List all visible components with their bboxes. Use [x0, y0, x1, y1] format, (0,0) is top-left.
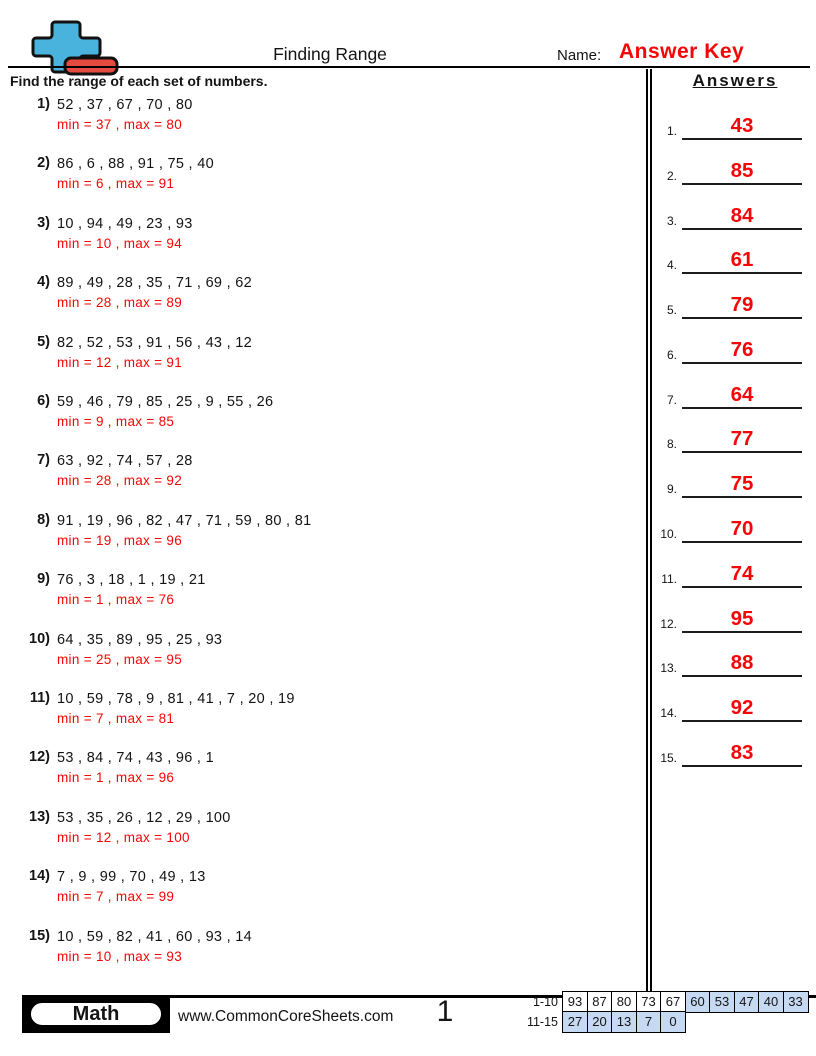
answer-row [655, 419, 813, 453]
question-number: 14) [29, 868, 50, 885]
question-number: 13) [29, 808, 50, 825]
question-row [18, 571, 618, 608]
header-rule [8, 66, 810, 68]
question-number: 4) [37, 274, 50, 291]
question-row [18, 155, 618, 192]
question-numbers: 53 , 84 , 74 , 43 , 96 , 1 [57, 750, 214, 767]
score-cell: 80 [611, 991, 637, 1013]
answer-line [682, 138, 802, 140]
answer-number: 8. [666, 437, 677, 452]
answer-value: 74 [730, 561, 754, 585]
answer-number: 2. [666, 168, 677, 183]
question-row [18, 928, 618, 965]
score-cell: 87 [587, 991, 613, 1013]
question-row [18, 334, 618, 371]
score-row-label: 11-15 [526, 1014, 558, 1029]
page-title: Finding Range [273, 44, 387, 64]
answer-number: 14. [660, 706, 677, 721]
answer-line [682, 228, 802, 230]
question-number: 5) [37, 333, 50, 350]
question-numbers: 89 , 49 , 28 , 35 , 71 , 69 , 62 [57, 275, 253, 292]
answer-value: 84 [730, 203, 754, 227]
answer-line [682, 720, 802, 722]
answer-number: 12. [660, 616, 677, 631]
score-row [516, 991, 809, 1013]
answer-row [655, 151, 813, 185]
answer-row [655, 240, 813, 274]
question-numbers: 64 , 35 , 89 , 95 , 25 , 93 [57, 631, 223, 648]
question-minmax: min = 25 , max = 95 [57, 651, 183, 667]
answer-number: 15. [660, 750, 677, 765]
question-numbers: 52 , 37 , 67 , 70 , 80 [57, 97, 193, 113]
answer-number: 7. [666, 392, 677, 407]
question-numbers: 63 , 92 , 74 , 57 , 28 [57, 453, 193, 470]
score-cell: 53 [709, 991, 735, 1013]
score-row-label: 1-10 [532, 994, 558, 1009]
answer-value: 83 [730, 740, 754, 764]
score-cell: 7 [636, 1011, 662, 1033]
answers-divider [646, 69, 652, 992]
answer-row [655, 643, 813, 677]
score-cell: 27 [562, 1011, 588, 1033]
answer-row [655, 688, 813, 722]
score-cell: 40 [758, 991, 784, 1013]
math-badge-label: Math [28, 1000, 164, 1028]
question-numbers: 82 , 52 , 53 , 91 , 56 , 43 , 12 [57, 334, 253, 351]
score-cell: 0 [660, 1011, 686, 1033]
question-numbers: 10 , 94 , 49 , 23 , 93 [57, 215, 193, 232]
answer-line [682, 586, 802, 588]
question-row [18, 690, 618, 727]
answer-row [655, 464, 813, 498]
question-number: 2) [37, 155, 50, 172]
question-minmax: min = 12 , max = 91 [57, 354, 183, 370]
question-minmax: min = 19 , max = 96 [57, 532, 183, 548]
question-number: 12) [29, 749, 50, 766]
answer-row [655, 106, 813, 140]
question-minmax: min = 9 , max = 85 [57, 414, 175, 429]
question-number: 8) [37, 511, 50, 528]
score-cell: 60 [685, 991, 711, 1013]
question-number: 3) [37, 214, 50, 231]
question-row [18, 393, 618, 430]
answer-line [682, 362, 802, 364]
answer-line [682, 183, 802, 185]
question-minmax: min = 12 , max = 100 [57, 829, 190, 845]
question-numbers: 10 , 59 , 78 , 9 , 81 , 41 , 7 , 20 , 19 [57, 691, 295, 707]
question-number: 6) [37, 393, 50, 409]
answer-number: 9. [666, 482, 677, 497]
instruction-text: Find the range of each set of numbers. [10, 73, 268, 89]
question-minmax: min = 7 , max = 81 [57, 711, 175, 726]
question-numbers: 59 , 46 , 79 , 85 , 25 , 9 , 55 , 26 [57, 394, 274, 410]
answer-row [655, 733, 813, 767]
question-numbers: 7 , 9 , 99 , 70 , 49 , 13 [57, 869, 206, 886]
question-number: 7) [37, 452, 50, 469]
answer-line [682, 496, 802, 498]
question-minmax: min = 28 , max = 89 [57, 295, 183, 311]
answer-value: 85 [730, 158, 754, 182]
answers-title: Answers [692, 71, 778, 90]
answer-value: 43 [730, 114, 754, 137]
answer-row [655, 509, 813, 543]
math-badge [22, 996, 170, 1033]
page-number: 1 [436, 995, 454, 1028]
answer-row [655, 285, 813, 319]
question-row [18, 809, 618, 846]
question-number: 11) [29, 690, 50, 706]
answer-line [682, 675, 802, 677]
question-row [18, 868, 618, 905]
question-number: 9) [37, 571, 50, 588]
website-text: www.CommonCoreSheets.com [178, 1008, 394, 1025]
score-cell: 93 [562, 991, 588, 1013]
question-row [18, 512, 618, 549]
answer-value: 76 [730, 337, 754, 361]
answer-number: 5. [666, 303, 677, 318]
answer-value: 64 [730, 382, 754, 406]
question-number: 10) [29, 630, 50, 647]
answer-value: 79 [730, 293, 754, 317]
answer-value: 75 [730, 472, 754, 496]
answer-line [682, 272, 802, 274]
answer-row [655, 554, 813, 588]
question-number: 15) [29, 927, 50, 944]
answer-number: 10. [660, 527, 677, 542]
answer-value: 92 [730, 696, 754, 720]
question-minmax: min = 7 , max = 99 [57, 889, 175, 905]
answer-value: 77 [730, 427, 754, 451]
score-cell: 13 [611, 1011, 637, 1033]
answer-value: 95 [730, 606, 754, 630]
answer-number: 11. [661, 571, 677, 586]
question-minmax: min = 1 , max = 76 [57, 592, 175, 608]
answer-number: 4. [666, 258, 677, 273]
answer-number: 3. [666, 213, 677, 228]
score-table [516, 991, 809, 1033]
answer-line [682, 451, 802, 453]
answer-number: 1. [666, 124, 677, 138]
answer-value: 88 [730, 651, 754, 675]
question-minmax: min = 1 , max = 96 [57, 770, 175, 786]
answer-row [655, 599, 813, 633]
answer-line [682, 765, 802, 767]
score-cell: 20 [587, 1011, 613, 1033]
question-minmax: min = 10 , max = 93 [57, 948, 183, 964]
answer-row [655, 375, 813, 409]
question-row [18, 274, 618, 311]
score-cell: 47 [734, 991, 760, 1013]
question-row [18, 215, 618, 252]
question-number: 1) [37, 96, 50, 112]
question-minmax: min = 6 , max = 91 [57, 176, 175, 192]
question-numbers: 76 , 3 , 18 , 1 , 19 , 21 [57, 572, 206, 589]
answer-row [655, 330, 813, 364]
question-row [18, 631, 618, 668]
answer-row [655, 196, 813, 230]
question-numbers: 10 , 59 , 82 , 41 , 60 , 93 , 14 [57, 928, 253, 945]
answer-line [682, 407, 802, 409]
answer-number: 6. [666, 347, 677, 362]
answer-value: 70 [730, 517, 754, 541]
score-row [516, 1011, 809, 1033]
answer-key-label: Answer Key [619, 40, 745, 63]
question-minmax: min = 28 , max = 92 [57, 473, 183, 489]
answer-line [682, 631, 802, 633]
question-numbers: 53 , 35 , 26 , 12 , 29 , 100 [57, 809, 231, 826]
answer-number: 13. [660, 661, 677, 676]
question-numbers: 86 , 6 , 88 , 91 , 75 , 40 [57, 156, 214, 173]
question-minmax: min = 10 , max = 94 [57, 235, 183, 251]
answer-line [682, 541, 802, 543]
score-cell: 33 [783, 991, 809, 1013]
question-minmax: min = 37 , max = 80 [57, 117, 183, 132]
name-label: Name: [557, 47, 602, 64]
score-cell: 73 [636, 991, 662, 1013]
question-row [18, 96, 618, 133]
question-row [18, 749, 618, 786]
answer-value: 61 [730, 248, 754, 272]
score-cell: 67 [660, 991, 686, 1013]
answer-line [682, 317, 802, 319]
question-row [18, 452, 618, 489]
question-numbers: 91 , 19 , 96 , 82 , 47 , 71 , 59 , 80 , 81 [57, 512, 312, 529]
